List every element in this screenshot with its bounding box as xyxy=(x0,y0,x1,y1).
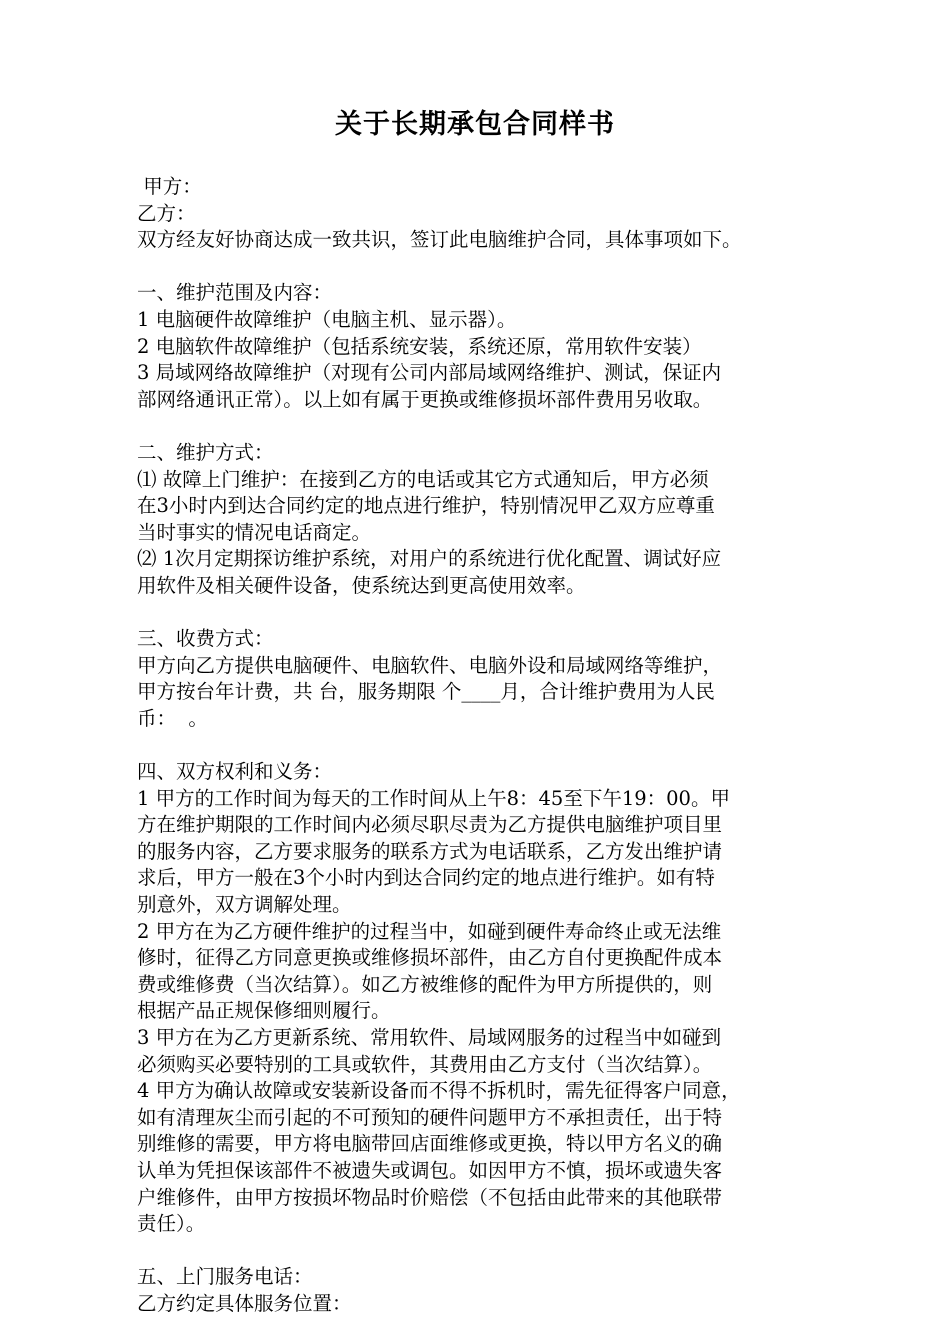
paragraph-line: 根据产品正规保修细则履行。 xyxy=(137,999,391,1023)
paragraph-line: 甲方向乙方提供电脑硬件、电脑软件、电脑外设和局域网络等维护， xyxy=(137,653,723,677)
paragraph-line: 求后，甲方一般在3个小时内到达合同约定的地点进行维护。如有特 xyxy=(137,866,715,890)
paragraph-line: 在3小时内到达合同约定的地点进行维护，特别情况甲乙双方应尊重 xyxy=(137,494,715,518)
paragraph-line: 别意外，双方调解处理。 xyxy=(137,893,352,917)
section-2-heading: 二、维护方式： xyxy=(137,440,274,464)
paragraph-line: 3 局域网络故障维护（对现有公司内部局域网络维护、测试，保证内 xyxy=(137,361,722,385)
paragraph-line: 3 甲方在为乙方更新系统、常用软件、局域网服务的过程当中如碰到 xyxy=(137,1026,722,1049)
document-body xyxy=(137,174,837,1318)
paragraph-line: 如有清理灰尘而引起的不可预知的硬件问题甲方不承担责任，出于特 xyxy=(137,1105,723,1129)
paragraph-line: 别维修的需要，甲方将电脑带回店面维修或更换，特以甲方名义的确 xyxy=(137,1132,723,1156)
paragraph-line: ⑵ 1次月定期探访维护系统，对用户的系统进行优化配置、调试好应 xyxy=(137,547,722,571)
paragraph-line: 认单为凭担保该部件不被遗失或调包。如因甲方不慎，损坏或遗失客 xyxy=(137,1158,723,1182)
paragraph-line: 部网络通讯正常）。以上如有属于更换或维修损坏部件费用另收取。 xyxy=(137,387,713,411)
paragraph-line: 甲方按台年计费，共 台，服务期限 个____月，合计维护费用为人民 xyxy=(137,680,715,704)
paragraph-line: 1 电脑硬件故障维护（电脑主机、显示器）。 xyxy=(137,307,517,331)
paragraph-line: 2 甲方在为乙方硬件维护的过程当中，如碰到硬件寿命终止或无法维 xyxy=(137,919,722,943)
paragraph-line: 当时事实的情况电话商定。 xyxy=(137,520,372,544)
paragraph-line: 责任）。 xyxy=(137,1212,206,1236)
document-title: 关于长期承包合同样书 xyxy=(335,109,615,140)
paragraph-line: 方在维护期限的工作时间内必须尽职尽责为乙方提供电脑维护项目里 xyxy=(137,813,723,837)
paragraph-line: 修时，征得乙方同意更换或维修损坏部件，由乙方自付更换配件成本 xyxy=(137,946,723,970)
blank-line xyxy=(137,732,837,759)
section-1-heading: 一、维护范围及内容： xyxy=(137,281,333,305)
section-3-heading: 三、收费方式： xyxy=(137,627,274,651)
blank-line xyxy=(137,1238,837,1265)
blank-line xyxy=(137,254,837,281)
intro-line: 双方经友好协商达成一致共识，签订此电脑维护合同，具体事项如下。 xyxy=(137,228,742,252)
paragraph-line: 用软件及相关硬件设备，使系统达到更高使用效率。 xyxy=(137,573,586,597)
party-b-line: 乙方： xyxy=(137,201,196,225)
paragraph-line: 的服务内容，乙方要求服务的联系方式为电话联系，乙方发出维护请 xyxy=(137,839,723,863)
paragraph-line: ⑴ 故障上门维护：在接到乙方的电话或其它方式通知后，甲方必须 xyxy=(137,467,709,491)
section-4-heading: 四、双方权利和义务： xyxy=(137,760,333,784)
section-5-heading: 五、上门服务电话： xyxy=(137,1265,313,1289)
paragraph-line: 币： 。 xyxy=(137,706,208,730)
paragraph-line: 户维修件，由甲方按损坏物品时价赔偿（不包括由此带来的其他联带 xyxy=(137,1185,723,1209)
paragraph-line: 1 甲方的工作时间为每天的工作时间从上午8：45至下午19：00。甲 xyxy=(137,786,730,810)
paragraph-line: 必须购买必要特别的工具或软件，其费用由乙方支付（当次结算）。 xyxy=(137,1052,713,1076)
blank-line xyxy=(137,600,837,627)
blank-line xyxy=(137,413,837,440)
paragraph-line: 2 电脑软件故障维护（包括系统安装，系统还原，常用软件安装） xyxy=(137,334,702,358)
party-a-line: 甲方： xyxy=(137,175,202,198)
paragraph-line: 费或维修费（当次结算）。如乙方被维修的配件为甲方所提供的，则 xyxy=(137,972,713,996)
paragraph-line: 4 甲方为确认故障或安装新设备而不得不拆机时，需先征得客户同意， xyxy=(137,1079,741,1103)
paragraph-line: 乙方约定具体服务位置： xyxy=(137,1291,352,1315)
